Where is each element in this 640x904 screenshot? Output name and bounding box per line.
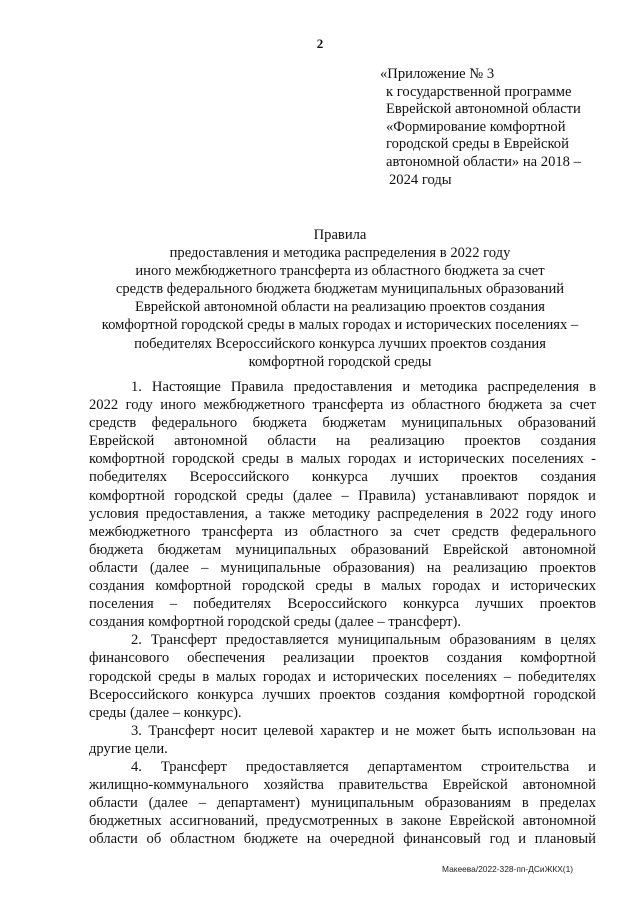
paragraph-4-line: области (далее – департамент) муниципальным образованиям в пределах (89, 795, 596, 812)
paragraph-1-line: создания комфортной городской среды (далее – трансферт). (89, 614, 462, 631)
paragraph-2-line: городской среды в малых городах и исторических поселениях – победителях (89, 668, 596, 685)
paragraph-1-line: Еврейской автономной области на реализацию проектов создания (89, 433, 596, 450)
appendix-line: «Приложение № 3 (380, 66, 495, 82)
paragraph-3-line: 3. Трансферт носит целевой характер и не может быть использован на (131, 722, 596, 739)
appendix-line: к государственной программе (386, 83, 572, 100)
document-body (89, 378, 596, 848)
title-line: комфортной городской среды в малых городах и исторических поселениях – (101, 317, 579, 334)
paragraph-1-line: условия предоставления, а также методику распределения в 2022 году иного (89, 505, 596, 522)
appendix-line: автономной области» на 2018 – (386, 153, 581, 170)
paragraph-4-line: жилищно-коммунального хозяйства правительства Еврейской автономной (89, 777, 596, 794)
document-title (60, 226, 620, 371)
title-line: Еврейской автономной области на реализацию проектов создания (134, 299, 545, 316)
page-number: 2 (316, 36, 324, 51)
paragraph-2-line: финансового обеспечения реализации проектов создания комфортной (89, 650, 596, 667)
title-line: средств федерального бюджета бюджетам муниципальных образований (115, 281, 565, 298)
paragraph-1-line: межбюджетного трансферта из областного за счет средств федерального (89, 523, 596, 540)
paragraph-4-line: бюджетных ассигнований, предусмотренных в законе Еврейской автономной (89, 813, 596, 830)
paragraph-2-line: Всероссийского конкурса лучших проектов создания комфортной городской (89, 686, 596, 703)
paragraph-1-line: комфортной городской среды (далее – Правила) устанавливают порядок и (89, 487, 596, 504)
appendix-line: «Формирование комфортной (386, 118, 566, 135)
appendix-line: городской среды в Еврейской (386, 136, 569, 153)
title-line: комфортной городской среды (248, 353, 432, 370)
title-line: иного межбюджетного трансферта из областного бюджета за счет (135, 263, 545, 280)
appendix-line: Еврейской автономной области (386, 101, 581, 118)
footer-document-code: Макеева/2022-328-пп-ДСиЖКХ(1) (442, 864, 574, 874)
paragraph-1-line: бюджета бюджетам муниципальных образований Еврейской автономной (89, 541, 596, 558)
appendix-line: 2024 годы (389, 171, 452, 188)
paragraph-4-line: области об областном бюджете на очередной финансовый год и плановый (89, 831, 596, 848)
paragraph-3-line: другие цели. (89, 740, 168, 757)
paragraph-2-line: 2. Трансферт предоставляется муниципальным образованиям в целях (131, 632, 596, 649)
paragraph-1-line: средств федерального бюджета бюджетам муниципальных образований (89, 415, 596, 432)
paragraph-2-line: среды (далее – конкурс). (89, 704, 242, 721)
paragraph-1-line: 1. Настоящие Правила предоставления и методика распределения в (131, 379, 596, 395)
title-line: победителях Всероссийского конкурса лучших проектов создания (134, 335, 546, 352)
paragraph-1-line: победителях Всероссийского конкурса лучших проектов создания (89, 469, 596, 486)
paragraph-1-line: создания комфортной городской среды в малых городах и исторических (89, 578, 596, 595)
paragraph-1-line: области (далее – муниципальные образования) на реализацию проектов (89, 559, 596, 576)
paragraph-1-line: 2022 году иного межбюджетного трансферта из областного бюджета за счет (89, 397, 596, 414)
paragraph-1-line: комфортной городской среды в малых городах и исторических поселениях - (89, 451, 596, 468)
title-line: предоставления и методика распределения в 2022 году (169, 245, 511, 262)
paragraph-4-line: 4. Трансферт предоставляется департаментом строительства и (131, 758, 596, 775)
paragraph-1-line: поселения – победителях Всероссийского конкурса лучших проектов (89, 596, 596, 613)
appendix-block (380, 66, 610, 189)
title-line: Правила (313, 227, 367, 243)
